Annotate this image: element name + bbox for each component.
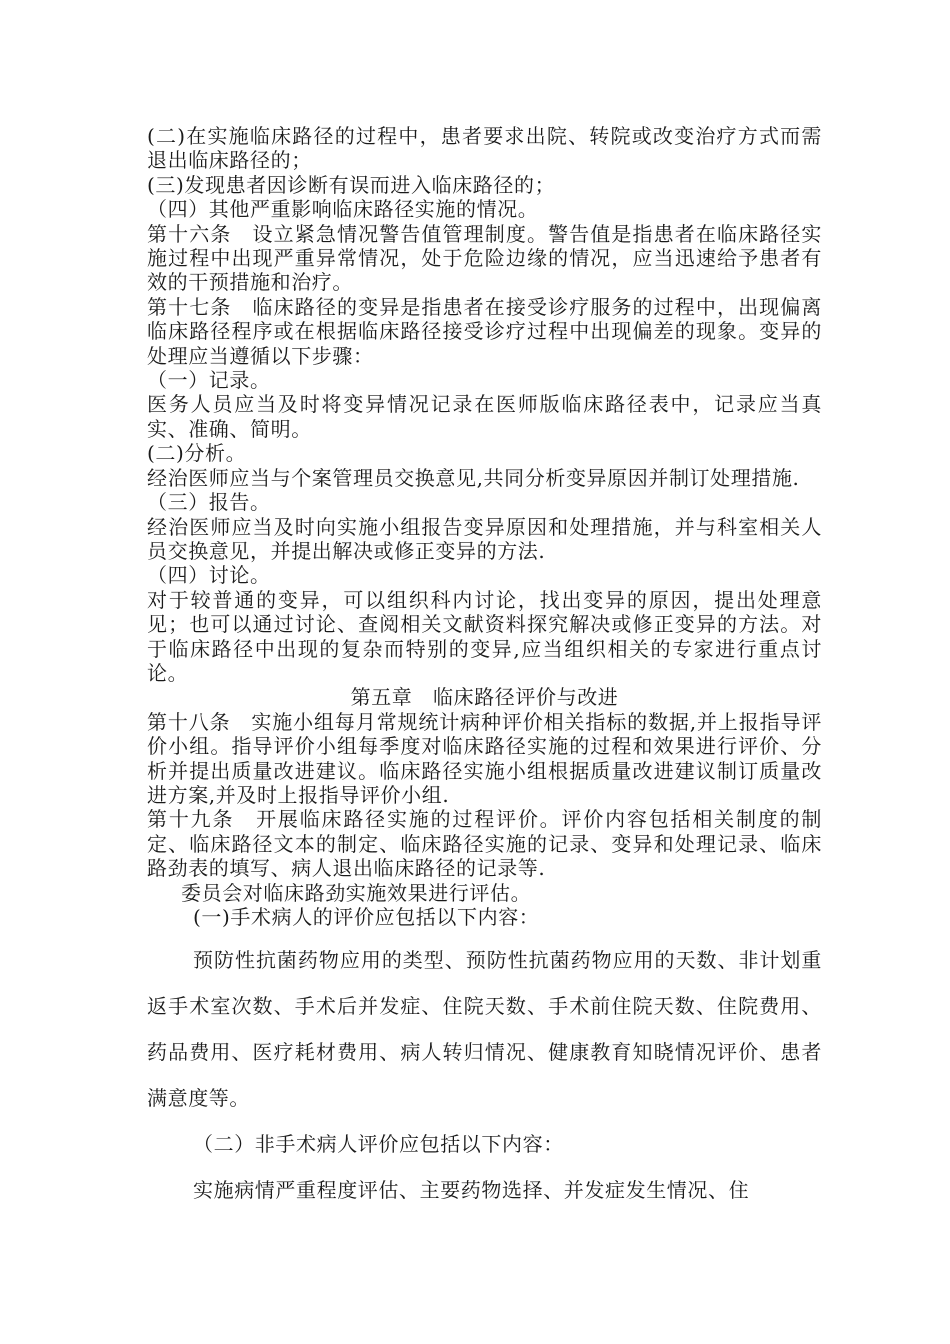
surgical-evaluation-heading: (一)手术病人的评价应包括以下内容： [193,905,540,929]
paragraph-withdraw-2: (二)在实施临床路径的过程中，患者要求出院、转院或改变治疗方式而需退出临床路径的； [147,124,822,173]
step-3-heading: （三）报告。 [147,490,271,515]
article-19: 第十九条 开展临床路径实施的过程评价。评价内容包括相关制度的制定、临床路径文本的制定、临床路径实施的记录、变异和处理记录、临床路劲表的填写、病人退出临床路径的记录等. [147,807,822,881]
paragraph-withdraw-3: (三)发现患者因诊断有误而进入临床路径的； [147,172,556,197]
dense-text-block [147,124,822,929]
step-2-heading: (二)分析。 [147,441,247,466]
surgical-evaluation-items: 预防性抗菌药物应用的类型、预防性抗菌药物应用的天数、非计划重返手术室次数、手术后并发症、住院天数、手术前住院天数、住院费用、药品费用、医疗耗材费用、病人转归情况、健康教育知晓情况评价、患者满意度等。 [147,948,822,1111]
non-surgical-evaluation-items: 实施病情严重程度评估、主要药物选择、并发症发生情况、住 [193,1178,750,1203]
step-4-body: 对于较普通的变异，可以组织科内讨论，找出变异的原因，提出处理意见；也可以通过讨论、查阅相关文献资料探究解决或修正变异的方法。对于临床路径中出现的复杂而特别的变异,应当组织相关的专家进行重点讨论。 [147,587,822,685]
step-2-body: 经治医师应当与个案管理员交换意见,共同分析变异原因并制订处理措施. [147,465,800,490]
paragraph-withdraw-4: （四）其他严重影响临床路径实施的情况。 [147,197,539,222]
step-3-body: 经治医师应当及时向实施小组报告变异原因和处理措施，并与科室相关人员交换意见，并提出解决或修正变异的方法. [147,514,822,563]
committee-evaluation: 委员会对临床路劲实施效果进行评估。 [181,880,532,905]
step-1-heading: （一）记录。 [147,368,271,393]
step-1-body: 医务人员应当及时将变异情况记录在医师版临床路径表中，记录应当真实、准确、简明。 [147,392,822,441]
non-surgical-evaluation-heading: （二）非手术病人评价应包括以下内容： [193,1132,564,1157]
article-17: 第十七条 临床路径的变异是指患者在接受诊疗服务的过程中，出现偏离临床路径程序或在根据临床路径接受诊疗过程中出现偏差的现象。变异的处理应当遵循以下步骤： [147,294,822,368]
chapter-5-heading: 第五章 临床路径评价与改进 [350,685,619,710]
article-16: 第十六条 设立紧急情况警告值管理制度。警告值是指患者在临床路径实施过程中出现严重异常情况，处于危险边缘的情况，应当迅速给予患者有效的干预措施和治疗。 [147,221,822,295]
step-4-heading: （四）讨论。 [147,563,271,588]
document-page [147,124,822,1213]
article-18: 第十八条 实施小组每月常规统计病种评价相关指标的数据,并上报指导评价小组。指导评价小组每季度对临床路径实施的过程和效果进行评价、分析并提出质量改进建议。临床路径实施小组根据质量改进建议制订质量改进方案,并及时上报指导评价小组. [147,709,822,807]
spaced-text-block [147,937,822,1213]
